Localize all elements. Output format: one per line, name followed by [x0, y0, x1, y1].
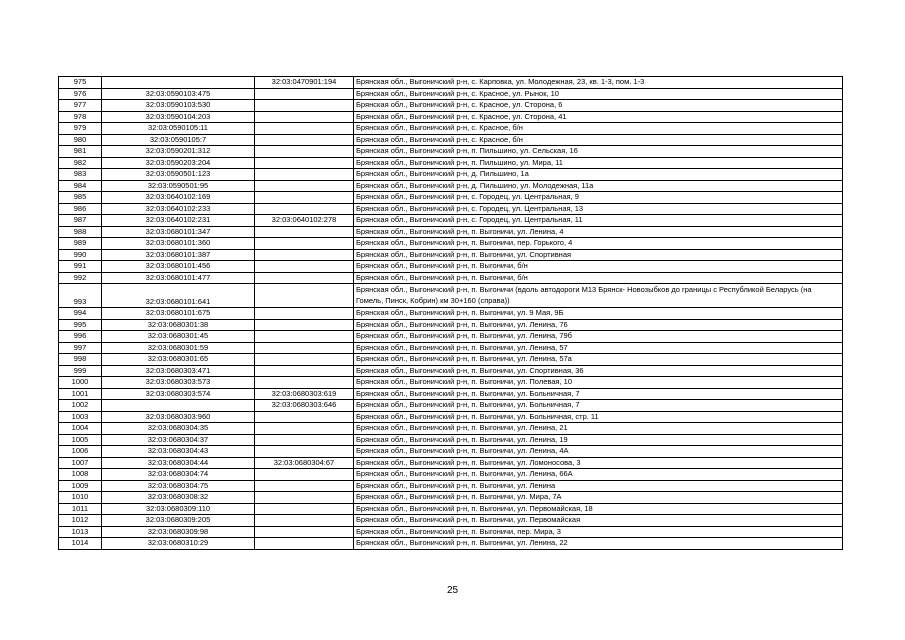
row-number-cell: 1009: [59, 480, 102, 492]
row-number-cell: 1003: [59, 411, 102, 423]
related-cadastral-number-cell: [255, 515, 354, 527]
table-row: [59, 492, 843, 504]
row-number-cell: 1014: [59, 538, 102, 550]
table-row: [59, 342, 843, 354]
related-cadastral-number-cell: [255, 203, 354, 215]
table-row: [59, 134, 843, 146]
row-number-cell: 998: [59, 354, 102, 366]
cadastral-number-cell: 32:03:0680101:360: [102, 238, 255, 250]
table-row: [59, 457, 843, 469]
row-number-cell: 983: [59, 169, 102, 181]
cadastral-number-cell: 32:03:0680309:110: [102, 503, 255, 515]
address-cell: Брянская обл., Выгоничский р-н, п. Выгоничи, ул. Первомайская: [354, 515, 843, 527]
address-cell: Брянская обл., Выгоничский р-н, п. Выгоничи, ул. Ленина, 22: [354, 538, 843, 550]
address-cell: Брянская обл., Выгоничский р-н, д. Пильшино, ул. Молодежная, 11а: [354, 180, 843, 192]
row-number-cell: 984: [59, 180, 102, 192]
table-row: [59, 272, 843, 284]
address-cell: Брянская обл., Выгоничский р-н, с. Красное, ул. Сторона, 41: [354, 111, 843, 123]
row-number-cell: 978: [59, 111, 102, 123]
related-cadastral-number-cell: [255, 261, 354, 273]
page-number: 25: [446, 585, 459, 596]
table-row: [59, 411, 843, 423]
property-register-table: [58, 76, 843, 550]
row-number-cell: 1002: [59, 400, 102, 412]
table-row: [59, 308, 843, 320]
row-number-cell: 1000: [59, 377, 102, 389]
cadastral-number-cell: 32:03:0680301:65: [102, 354, 255, 366]
table-row: [59, 469, 843, 481]
address-cell: Брянская обл., Выгоничский р-н, с. Городец, ул. Центральная, 13: [354, 203, 843, 215]
row-number-cell: 980: [59, 134, 102, 146]
address-cell: Брянская обл., Выгоничский р-н, п. Выгоничи, ул. Больничная, 7: [354, 388, 843, 400]
table-row: [59, 180, 843, 192]
related-cadastral-number-cell: [255, 377, 354, 389]
related-cadastral-number-cell: [255, 446, 354, 458]
related-cadastral-number-cell: [255, 308, 354, 320]
cadastral-number-cell: 32:03:0680301:45: [102, 331, 255, 343]
related-cadastral-number-cell: [255, 226, 354, 238]
related-cadastral-number-cell: 32:03:0470901:194: [255, 77, 354, 89]
row-number-cell: 1011: [59, 503, 102, 515]
table-row: [59, 365, 843, 377]
related-cadastral-number-cell: [255, 123, 354, 135]
address-cell: Брянская обл., Выгоничский р-н, с. Красное, б/н: [354, 123, 843, 135]
row-number-cell: 993: [59, 284, 102, 308]
address-cell: Брянская обл., Выгоничский р-н, п. Выгоничи, ул. Спортивная: [354, 249, 843, 261]
address-cell: Брянская обл., Выгоничский р-н, п. Выгоничи, ул. 9 Мая, 9Б: [354, 308, 843, 320]
related-cadastral-number-cell: [255, 146, 354, 158]
cadastral-number-cell: 32:03:0680101:675: [102, 308, 255, 320]
table-row: [59, 77, 843, 89]
related-cadastral-number-cell: [255, 538, 354, 550]
row-number-cell: 1010: [59, 492, 102, 504]
address-cell: Брянская обл., Выгоничский р-н, п. Выгоничи, ул. Ленина, 4А: [354, 446, 843, 458]
table-row: [59, 192, 843, 204]
table-row: [59, 480, 843, 492]
table-row: [59, 377, 843, 389]
related-cadastral-number-cell: 32:03:0640102:278: [255, 215, 354, 227]
address-cell: Брянская обл., Выгоничский р-н, п. Выгоничи, ул. Ленина: [354, 480, 843, 492]
cadastral-number-cell: [102, 77, 255, 89]
table-row: [59, 319, 843, 331]
related-cadastral-number-cell: [255, 319, 354, 331]
cadastral-number-cell: 32:03:0640102:169: [102, 192, 255, 204]
related-cadastral-number-cell: [255, 411, 354, 423]
address-cell: Брянская обл., Выгоничский р-н, п. Выгоничи, б/н: [354, 272, 843, 284]
table-row: [59, 434, 843, 446]
cadastral-number-cell: 32:03:0640102:231: [102, 215, 255, 227]
cadastral-number-cell: 32:03:0680101:477: [102, 272, 255, 284]
related-cadastral-number-cell: 32:03:0680304:67: [255, 457, 354, 469]
table-row: [59, 123, 843, 135]
related-cadastral-number-cell: [255, 249, 354, 261]
cadastral-number-cell: 32:03:0680304:35: [102, 423, 255, 435]
row-number-cell: 1006: [59, 446, 102, 458]
cadastral-number-cell: 32:03:0680309:98: [102, 526, 255, 538]
row-number-cell: 1007: [59, 457, 102, 469]
table-row: [59, 111, 843, 123]
related-cadastral-number-cell: [255, 354, 354, 366]
related-cadastral-number-cell: [255, 342, 354, 354]
table-row: [59, 423, 843, 435]
address-cell: Брянская обл., Выгоничский р-н, с. Красное, б/н: [354, 134, 843, 146]
cadastral-number-cell: 32:03:0680304:43: [102, 446, 255, 458]
table-row: [59, 249, 843, 261]
related-cadastral-number-cell: [255, 134, 354, 146]
table-row: [59, 526, 843, 538]
address-cell: Брянская обл., Выгоничский р-н, п. Выгоничи, ул. Первомайская, 18: [354, 503, 843, 515]
cadastral-number-cell: 32:03:0590501:95: [102, 180, 255, 192]
row-number-cell: 988: [59, 226, 102, 238]
row-number-cell: 986: [59, 203, 102, 215]
table-row: [59, 515, 843, 527]
related-cadastral-number-cell: [255, 284, 354, 308]
table-row: [59, 203, 843, 215]
related-cadastral-number-cell: 32:03:0680303:646: [255, 400, 354, 412]
table-row: [59, 354, 843, 366]
cadastral-number-cell: 32:03:0680309:205: [102, 515, 255, 527]
cadastral-number-cell: 32:03:0680303:573: [102, 377, 255, 389]
table-row: [59, 169, 843, 181]
row-number-cell: 995: [59, 319, 102, 331]
related-cadastral-number-cell: [255, 434, 354, 446]
related-cadastral-number-cell: [255, 480, 354, 492]
row-number-cell: 999: [59, 365, 102, 377]
related-cadastral-number-cell: [255, 331, 354, 343]
row-number-cell: 994: [59, 308, 102, 320]
address-cell: Брянская обл., Выгоничский р-н, п. Выгоничи, ул. Ломоносова, 3: [354, 457, 843, 469]
address-cell: Брянская обл., Выгоничский р-н, п. Выгоничи, ул. Полевая, 10: [354, 377, 843, 389]
table-row: [59, 226, 843, 238]
related-cadastral-number-cell: 32:03:0680303:619: [255, 388, 354, 400]
row-number-cell: 975: [59, 77, 102, 89]
cadastral-number-cell: 32:03:0680304:74: [102, 469, 255, 481]
related-cadastral-number-cell: [255, 100, 354, 112]
related-cadastral-number-cell: [255, 169, 354, 181]
table-row: [59, 400, 843, 412]
related-cadastral-number-cell: [255, 526, 354, 538]
row-number-cell: 997: [59, 342, 102, 354]
table-row: [59, 88, 843, 100]
address-cell: Брянская обл., Выгоничский р-н, д. Пильшино, 1а: [354, 169, 843, 181]
cadastral-number-cell: 32:03:0590203:204: [102, 157, 255, 169]
related-cadastral-number-cell: [255, 503, 354, 515]
address-cell: Брянская обл., Выгоничский р-н, п. Выгоничи, пер. Горького, 4: [354, 238, 843, 250]
row-number-cell: 976: [59, 88, 102, 100]
cadastral-number-cell: 32:03:0680303:471: [102, 365, 255, 377]
related-cadastral-number-cell: [255, 88, 354, 100]
row-number-cell: 1008: [59, 469, 102, 481]
cadastral-number-cell: 32:03:0680308:32: [102, 492, 255, 504]
cadastral-number-cell: 32:03:0680101:347: [102, 226, 255, 238]
row-number-cell: 1005: [59, 434, 102, 446]
cadastral-number-cell: 32:03:0590501:123: [102, 169, 255, 181]
related-cadastral-number-cell: [255, 111, 354, 123]
related-cadastral-number-cell: [255, 272, 354, 284]
address-cell: Брянская обл., Выгоничский р-н, с. Красное, ул. Сторона, 6: [354, 100, 843, 112]
row-number-cell: 989: [59, 238, 102, 250]
cadastral-number-cell: 32:03:0680101:641: [102, 284, 255, 308]
cadastral-number-cell: 32:03:0680304:44: [102, 457, 255, 469]
address-cell: Брянская обл., Выгоничский р-н, п. Выгоничи, ул. Ленина, 4: [354, 226, 843, 238]
address-cell: Брянская обл., Выгоничский р-н, п. Выгоничи (вдоль автодороги М13 Брянск- Новозыбков до границы с Республикой Беларусь (на Гомель, Пинск, Кобрин) км 30+160 (справа)): [354, 284, 843, 308]
address-cell: Брянская обл., Выгоничский р-н, п. Выгоничи, ул. Спортивная, 36: [354, 365, 843, 377]
related-cadastral-number-cell: [255, 238, 354, 250]
address-cell: Брянская обл., Выгоничский р-н, п. Пильшино, ул. Сельская, 16: [354, 146, 843, 158]
table-row: [59, 538, 843, 550]
related-cadastral-number-cell: [255, 365, 354, 377]
row-number-cell: 977: [59, 100, 102, 112]
row-number-cell: 982: [59, 157, 102, 169]
cadastral-number-cell: 32:03:0590103:530: [102, 100, 255, 112]
related-cadastral-number-cell: [255, 192, 354, 204]
table-row: [59, 146, 843, 158]
address-cell: Брянская обл., Выгоничский р-н, с. Карповка, ул. Молодежная, 23, кв. 1-3, пом. 1-3: [354, 77, 843, 89]
address-cell: Брянская обл., Выгоничский р-н, п. Выгоничи, ул. Ленина, 57: [354, 342, 843, 354]
row-number-cell: 981: [59, 146, 102, 158]
cadastral-number-cell: 32:03:0680301:59: [102, 342, 255, 354]
address-cell: Брянская обл., Выгоничский р-н, с. Красное, ул. Рынок, 10: [354, 88, 843, 100]
row-number-cell: 979: [59, 123, 102, 135]
cadastral-number-cell: 32:03:0680310:29: [102, 538, 255, 550]
row-number-cell: 996: [59, 331, 102, 343]
row-number-cell: 1001: [59, 388, 102, 400]
address-cell: Брянская обл., Выгоничский р-н, п. Выгоничи, пер. Мира, 3: [354, 526, 843, 538]
cadastral-number-cell: 32:03:0680301:38: [102, 319, 255, 331]
table-row: [59, 100, 843, 112]
related-cadastral-number-cell: [255, 423, 354, 435]
row-number-cell: 990: [59, 249, 102, 261]
related-cadastral-number-cell: [255, 469, 354, 481]
table-row: [59, 157, 843, 169]
cadastral-number-cell: [102, 400, 255, 412]
cadastral-number-cell: 32:03:0680304:37: [102, 434, 255, 446]
table-row: [59, 261, 843, 273]
cadastral-number-cell: 32:03:0680101:456: [102, 261, 255, 273]
address-cell: Брянская обл., Выгоничский р-н, п. Выгоничи, ул. Ленина, 79б: [354, 331, 843, 343]
address-cell: Брянская обл., Выгоничский р-н, п. Выгоничи, ул. Ленина, 76: [354, 319, 843, 331]
row-number-cell: 1012: [59, 515, 102, 527]
address-cell: Брянская обл., Выгоничский р-н, с. Городец, ул. Центральная, 11: [354, 215, 843, 227]
address-cell: Брянская обл., Выгоничский р-н, п. Выгоничи, ул. Ленина, 19: [354, 434, 843, 446]
table-row: [59, 503, 843, 515]
address-cell: Брянская обл., Выгоничский р-н, п. Выгоничи, ул. Ленина, 66А: [354, 469, 843, 481]
related-cadastral-number-cell: [255, 157, 354, 169]
table-row: [59, 331, 843, 343]
related-cadastral-number-cell: [255, 180, 354, 192]
row-number-cell: 987: [59, 215, 102, 227]
cadastral-number-cell: 32:03:0680304:75: [102, 480, 255, 492]
table-row: [59, 238, 843, 250]
related-cadastral-number-cell: [255, 492, 354, 504]
address-cell: Брянская обл., Выгоничский р-н, п. Выгоничи, б/н: [354, 261, 843, 273]
table-row: [59, 215, 843, 227]
address-cell: Брянская обл., Выгоничский р-н, п. Выгоничи, ул. Ленина, 57а: [354, 354, 843, 366]
cadastral-number-cell: 32:03:0680101:387: [102, 249, 255, 261]
table-row: [59, 284, 843, 308]
row-number-cell: 991: [59, 261, 102, 273]
address-cell: Брянская обл., Выгоничский р-н, п. Выгоничи, ул. Мира, 7А: [354, 492, 843, 504]
address-cell: Брянская обл., Выгоничский р-н, п. Выгоничи, ул. Больничная, стр. 11: [354, 411, 843, 423]
row-number-cell: 985: [59, 192, 102, 204]
row-number-cell: 1013: [59, 526, 102, 538]
cadastral-number-cell: 32:03:0680303:960: [102, 411, 255, 423]
address-cell: Брянская обл., Выгоничский р-н, п. Выгоничи, ул. Ленина, 21: [354, 423, 843, 435]
cadastral-number-cell: 32:03:0640102:233: [102, 203, 255, 215]
table-body: [59, 77, 843, 550]
table-row: [59, 446, 843, 458]
cadastral-number-cell: 32:03:0680303:574: [102, 388, 255, 400]
cadastral-number-cell: 32:03:0590103:475: [102, 88, 255, 100]
address-cell: Брянская обл., Выгоничский р-н, п. Выгоничи, ул. Больничная, 7: [354, 400, 843, 412]
table-row: [59, 388, 843, 400]
cadastral-number-cell: 32:03:0590201:312: [102, 146, 255, 158]
address-cell: Брянская обл., Выгоничский р-н, п. Пильшино, ул. Мира, 11: [354, 157, 843, 169]
cadastral-number-cell: 32:03:0590104:203: [102, 111, 255, 123]
cadastral-number-cell: 32:03:0590105:7: [102, 134, 255, 146]
row-number-cell: 992: [59, 272, 102, 284]
row-number-cell: 1004: [59, 423, 102, 435]
cadastral-number-cell: 32:03:0590105:11: [102, 123, 255, 135]
address-cell: Брянская обл., Выгоничский р-н, с. Городец, ул. Центральная, 9: [354, 192, 843, 204]
